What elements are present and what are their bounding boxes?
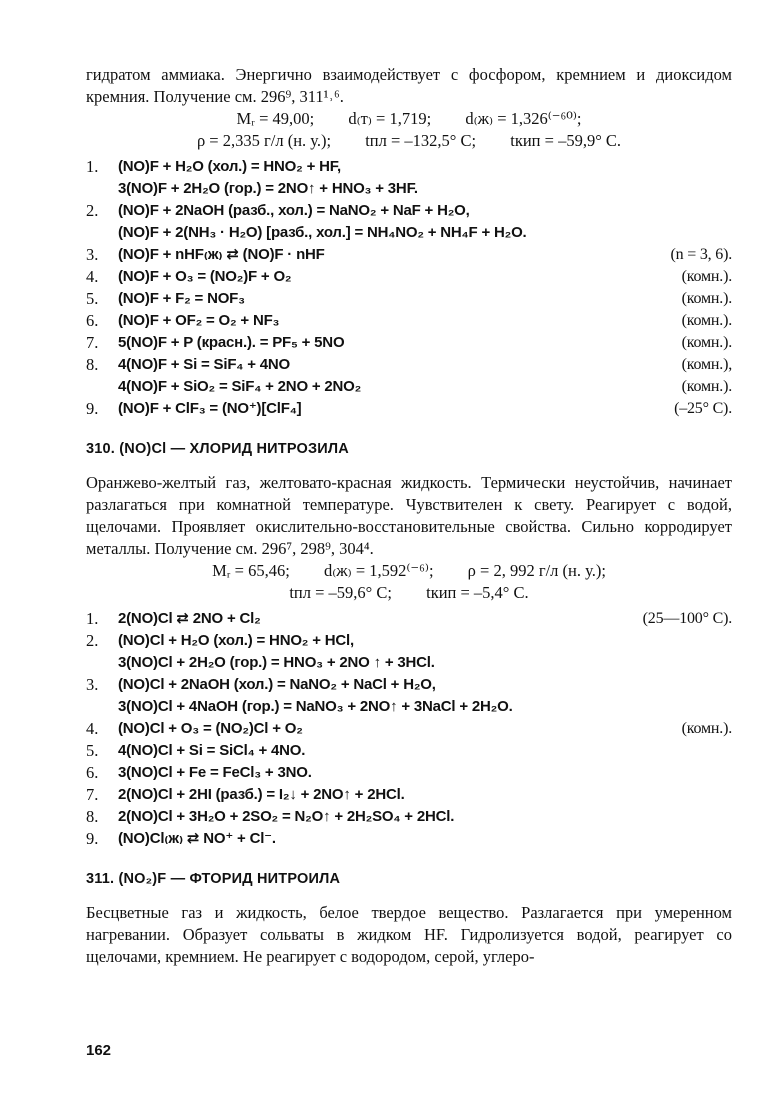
reaction-equation: (NO)F + ClF₃ = (NO⁺)[ClF₄] [118, 400, 302, 417]
reaction-body [118, 828, 732, 850]
reaction-item [86, 266, 732, 288]
reaction-body [118, 354, 732, 398]
reaction-number: 8. [86, 807, 99, 826]
reaction-item [86, 200, 732, 244]
reaction-line [118, 608, 732, 630]
section-311-paragraph: Бесцветные газ и жидкость, белое твердое вещество. Разлагается при умеренном нагревании. Образует сольваты в жидком HF. Гидролизуется водой, реагирует со щелочами, кремнием. Не реагирует с водородом, серой, углеро- [86, 903, 732, 966]
section-310-title: 310. (NO)Cl — ХЛОРИД НИТРОЗИЛА [86, 441, 349, 457]
reaction-item [86, 806, 732, 828]
reaction-line [118, 696, 732, 718]
reaction-equation: 4(NO)F + Si = SiF₄ + 4NO [118, 356, 290, 373]
reaction-line [118, 740, 732, 762]
reaction-line [118, 310, 732, 332]
constants-line-2 [86, 130, 732, 152]
reaction-number: 8. [86, 355, 99, 374]
reaction-equation: 4(NO)F + SiO₂ = SiF₄ + 2NO + 2NO₂ [118, 378, 362, 395]
reaction-item [86, 332, 732, 354]
melting-point: tпл = –132,5° C; [365, 131, 477, 150]
reaction-line [118, 354, 732, 376]
reaction-condition: (комн.). [681, 268, 732, 285]
reaction-condition: (комн.). [681, 290, 732, 307]
reaction-equation: 3(NO)Cl + Fe = FeCl₃ + 3NO. [118, 764, 312, 781]
reaction-equation: (NO)F + F₂ = NOF₃ [118, 290, 245, 307]
constants-line-1 [86, 108, 732, 130]
reaction-number: 1. [86, 609, 99, 628]
reaction-equation: 2(NO)Cl + 2HI (разб.) = I₂↓ + 2NO↑ + 2HCl. [118, 786, 405, 803]
molar-mass: Mᵣ = 65,46; [212, 561, 290, 580]
gas-density: ρ = 2,335 г/л (н. у.); [196, 131, 332, 150]
reaction-number: 9. [86, 399, 99, 418]
reaction-body [118, 310, 732, 332]
density-solid: d₍т₎ = 1,719; [348, 109, 432, 128]
reaction-equation: (NO)Cl + 2NaOH (хол.) = NaNO₂ + NaCl + H₂O, [118, 676, 436, 693]
reaction-number: 2. [86, 201, 99, 220]
reaction-body [118, 332, 732, 354]
reaction-item [86, 718, 732, 740]
density-liquid: d₍ж₎ = 1,592⁽⁻⁶⁾; [323, 561, 434, 580]
reaction-line [118, 266, 732, 288]
reaction-number: 1. [86, 157, 99, 176]
reaction-item [86, 740, 732, 762]
reaction-number: 6. [86, 763, 99, 782]
density-liquid: d₍ж₎ = 1,326⁽⁻⁶⁰⁾; [465, 109, 582, 128]
reaction-line [118, 222, 732, 244]
reaction-line [118, 398, 732, 420]
constants-310-line-1 [86, 560, 732, 582]
reaction-equation: (NO)F + O₃ = (NO₂)F + O₂ [118, 268, 292, 285]
molar-mass: Mᵣ = 49,00; [236, 109, 315, 128]
reactions-list-nof [86, 156, 732, 420]
reaction-body [118, 244, 732, 266]
reaction-number: 7. [86, 333, 99, 352]
reaction-body [118, 156, 732, 200]
reaction-body [118, 784, 732, 806]
reaction-body [118, 266, 732, 288]
reaction-body [118, 740, 732, 762]
reaction-body [118, 674, 732, 718]
reaction-body [118, 718, 732, 740]
reaction-line [118, 376, 732, 398]
reactions-list-nocl [86, 608, 732, 850]
reaction-item [86, 674, 732, 718]
reaction-body [118, 288, 732, 310]
reaction-condition: (комн.). [681, 720, 732, 737]
reaction-line [118, 718, 732, 740]
reaction-equation: 3(NO)Cl + 4NaOH (гор.) = NaNO₃ + 2NO↑ + 3NaCl + 2H₂O. [118, 698, 513, 715]
reaction-line [118, 630, 732, 652]
boiling-point: tкип = –5,4° C. [426, 583, 529, 602]
reaction-equation: 3(NO)F + 2H₂O (гор.) = 2NO↑ + HNO₃ + 3HF. [118, 180, 418, 197]
reaction-line [118, 200, 732, 222]
reaction-number: 7. [86, 785, 99, 804]
reaction-body [118, 608, 732, 630]
reaction-equation: (NO)Cl₍ж₎ ⇄ NO⁺ + Cl⁻. [118, 830, 276, 847]
reaction-condition: (n = 3, 6). [670, 246, 732, 263]
reaction-equation: (NO)F + 2(NH₃ · H₂O) [разб., хол.] = NH₄NO₂ + NH₄F + H₂O. [118, 224, 527, 241]
reaction-equation: (NO)F + H₂O (хол.) = HNO₂ + HF, [118, 158, 342, 175]
reaction-equation: 2(NO)Cl ⇄ 2NO + Cl₂ [118, 610, 261, 627]
reaction-item [86, 784, 732, 806]
reaction-item [86, 244, 732, 266]
reaction-line [118, 332, 732, 354]
page-content [86, 64, 732, 968]
reaction-number: 4. [86, 267, 99, 286]
reaction-line [118, 156, 732, 178]
reaction-item [86, 288, 732, 310]
reaction-equation: 4(NO)Cl + Si = SiCl₄ + 4NO. [118, 742, 306, 759]
reaction-number: 3. [86, 245, 99, 264]
page-number: 162 [86, 1042, 112, 1059]
reaction-condition: (комн.). [681, 378, 732, 395]
reaction-item [86, 354, 732, 398]
reaction-line [118, 178, 732, 200]
reaction-condition: (комн.). [681, 312, 732, 329]
reaction-condition: (–25° C). [674, 400, 732, 417]
reaction-equation: (NO)F + OF₂ = O₂ + NF₃ [118, 312, 280, 329]
intro-paragraph: гидратом аммиака. Энергично взаимодействует с фосфором, кремнием и диоксидом кремния. Получение см. 296⁹, 311¹˒⁶. [86, 65, 732, 106]
reaction-item [86, 156, 732, 200]
reaction-equation: 2(NO)Cl + 3H₂O + 2SO₂ = N₂O↑ + 2H₂SO₄ + 2HCl. [118, 808, 455, 825]
reaction-equation: (NO)Cl + O₃ = (NO₂)Cl + O₂ [118, 720, 303, 737]
reaction-body [118, 200, 732, 244]
reaction-condition: (25—100° C). [642, 610, 732, 627]
reaction-condition: (комн.), [681, 356, 732, 373]
boiling-point: tкип = –59,9° C. [510, 131, 622, 150]
reaction-line [118, 806, 732, 828]
section-310-paragraph: Оранжево-желтый газ, желтовато-красная жидкость. Термически неустойчив, начинает разлагаться при комнатной температуре. Чувствителен к свету. Реагирует с водой, щелочами. Проявляет окислительно-восстановительные свойства. Сильно корродирует металлы. Получение см. 296⁷, 298⁹, 304⁴. [86, 473, 732, 558]
reaction-body [118, 398, 732, 420]
reaction-line [118, 674, 732, 696]
reaction-number: 5. [86, 289, 99, 308]
reaction-number: 9. [86, 829, 99, 848]
reaction-equation: (NO)Cl + H₂O (хол.) = HNO₂ + HCl, [118, 632, 354, 649]
reaction-line [118, 652, 732, 674]
reaction-item [86, 398, 732, 420]
gas-density: ρ = 2, 992 г/л (н. у.); [467, 561, 606, 580]
reaction-equation: (NO)F + nHF₍ж₎ ⇄ (NO)F · nHF [118, 246, 325, 263]
reaction-number: 5. [86, 741, 99, 760]
section-311-title: 311. (NO₂)F — ФТОРИД НИТРОИЛА [86, 871, 341, 887]
reaction-item [86, 310, 732, 332]
reaction-equation: 5(NO)F + P (красн.). = PF₅ + 5NO [118, 334, 345, 351]
reaction-body [118, 762, 732, 784]
reaction-number: 6. [86, 311, 99, 330]
reaction-line [118, 762, 732, 784]
reaction-body [118, 806, 732, 828]
reaction-line [118, 784, 732, 806]
reaction-item [86, 608, 732, 630]
reaction-line [118, 828, 732, 850]
reaction-condition: (комн.). [681, 334, 732, 351]
constants-310-line-2 [86, 582, 732, 604]
reaction-number: 4. [86, 719, 99, 738]
reaction-line [118, 288, 732, 310]
reaction-equation: 3(NO)Cl + 2H₂O (гор.) = HNO₃ + 2NO ↑ + 3HCl. [118, 654, 435, 671]
reaction-body [118, 630, 732, 674]
reaction-item [86, 828, 732, 850]
reaction-line [118, 244, 732, 266]
reaction-number: 2. [86, 631, 99, 650]
melting-point: tпл = –59,6° C; [289, 583, 392, 602]
reaction-equation: (NO)F + 2NaOH (разб., хол.) = NaNO₂ + NaF + H₂O, [118, 202, 470, 219]
reaction-number: 3. [86, 675, 99, 694]
reaction-item [86, 762, 732, 784]
reaction-item [86, 630, 732, 674]
